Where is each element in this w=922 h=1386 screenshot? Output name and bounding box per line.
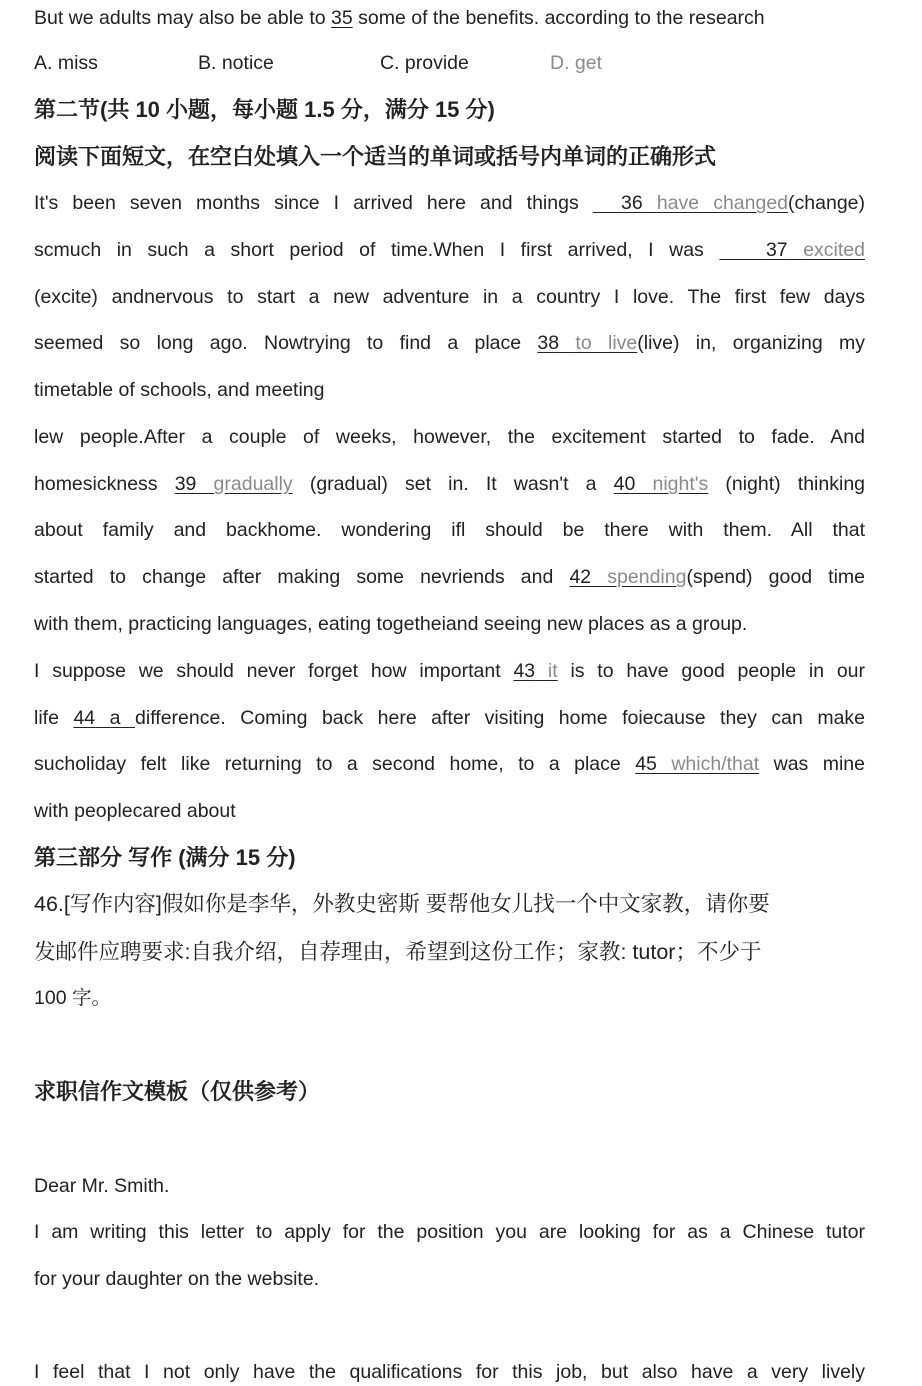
blank-35: 35 bbox=[331, 7, 353, 29]
passage-line: with them, practicing languages, eating togetheiand seeing new places as a group. bbox=[34, 613, 748, 635]
passage-line: timetable of schools, and meeting bbox=[34, 379, 325, 401]
passage-line: It's been seven months since I arrived here and things 36 have changed(change) bbox=[34, 192, 865, 214]
section3-title: 第三部分 写作 (满分 15 分) bbox=[34, 846, 296, 870]
blank-36: 36 have changed bbox=[621, 192, 789, 214]
blank-45: 45 which/that bbox=[635, 753, 760, 775]
question-35-line: But we adults may also be able to 35 some of the benefits. according to the research bbox=[34, 7, 765, 29]
letter-line: I am writing this letter to apply for the position you are looking for as a Chinese tutor bbox=[34, 1221, 865, 1243]
section2-instruction: 阅读下面短文，在空白处填入一个适当的单词或括号内单词的正确形式 bbox=[34, 145, 717, 169]
blank-37: 37 excited bbox=[765, 239, 865, 261]
answer-44: a bbox=[109, 707, 121, 729]
option-c: C. provide bbox=[380, 52, 469, 74]
blank-43: 43 it bbox=[513, 660, 558, 682]
letter-line: for your daughter on the website. bbox=[34, 1268, 320, 1290]
option-d-answer: D. get bbox=[550, 52, 603, 74]
writing-prompt-line: 100 字。 bbox=[34, 987, 111, 1009]
option-b: B. notice bbox=[198, 52, 274, 74]
answer-42: spending bbox=[607, 566, 687, 588]
answer-43: it bbox=[547, 660, 558, 682]
passage-line: about family and backhome. wondering ifl should be there with them. All that bbox=[34, 519, 865, 541]
blank-42: 42 spending bbox=[569, 566, 687, 588]
passage-line: with peoplecared about bbox=[34, 800, 236, 822]
passage-line: life 44 a difference. Coming back here after visiting home foiecause they can make bbox=[34, 707, 865, 729]
option-a: A. miss bbox=[34, 52, 98, 74]
blank-38: 38 to live bbox=[537, 332, 638, 354]
passage-line: I suppose we should never forget how important 43 it is to have good people in our bbox=[34, 660, 865, 682]
passage-line: (excite) andnervous to start a new adventure in a country I love. The first few days bbox=[34, 286, 865, 308]
answer-45: which/that bbox=[671, 753, 760, 775]
blank-44: 44 a bbox=[73, 707, 121, 729]
writing-prompt-line: 46.[写作内容]假如你是李华，外教史密斯 要帮他女儿找一个中文家教，请你要 bbox=[34, 892, 770, 916]
template-title: 求职信作文模板（仅供参考） bbox=[34, 1080, 321, 1104]
answer-38: to live bbox=[575, 332, 638, 354]
passage-line: seemed so long ago. Nowtrying to find a place 38 to live(live) in, organizing my bbox=[34, 332, 865, 354]
answer-39: gradually bbox=[213, 473, 293, 495]
answer-40: night's bbox=[652, 473, 709, 495]
blank-40: 40 night's bbox=[613, 473, 709, 495]
section2-title: 第二节(共 10 小题，每小题 1.5 分，满分 15 分) bbox=[34, 98, 495, 122]
passage-line: homesickness 39 gradually (gradual) set in. It wasn't a 40 night's (night) thinking bbox=[34, 473, 865, 495]
writing-prompt-line: 发邮件应聘要求:自我介绍，自荐理由，希望到这份工作；家教: tutor；不少于 bbox=[34, 940, 762, 964]
passage-line: scmuch in such a short period of time.When I first arrived, I was 37 excited bbox=[34, 239, 865, 261]
blank-39: 39 gradually bbox=[174, 473, 293, 495]
passage-line: sucholiday felt like returning to a second home, to a place 45 which/that was mine bbox=[34, 753, 865, 775]
letter-greeting: Dear Mr. Smith. bbox=[34, 1175, 170, 1197]
answer-37: excited bbox=[803, 239, 865, 261]
answer-36: have changed bbox=[656, 192, 789, 214]
letter-line: I feel that I not only have the qualifications for this job, but also have a very lively bbox=[34, 1361, 865, 1383]
passage-line: started to change after making some nevriends and 42 spending(spend) good time bbox=[34, 566, 865, 588]
passage-line: lew people.After a couple of weeks, however, the excitement started to fade. And bbox=[34, 426, 865, 448]
